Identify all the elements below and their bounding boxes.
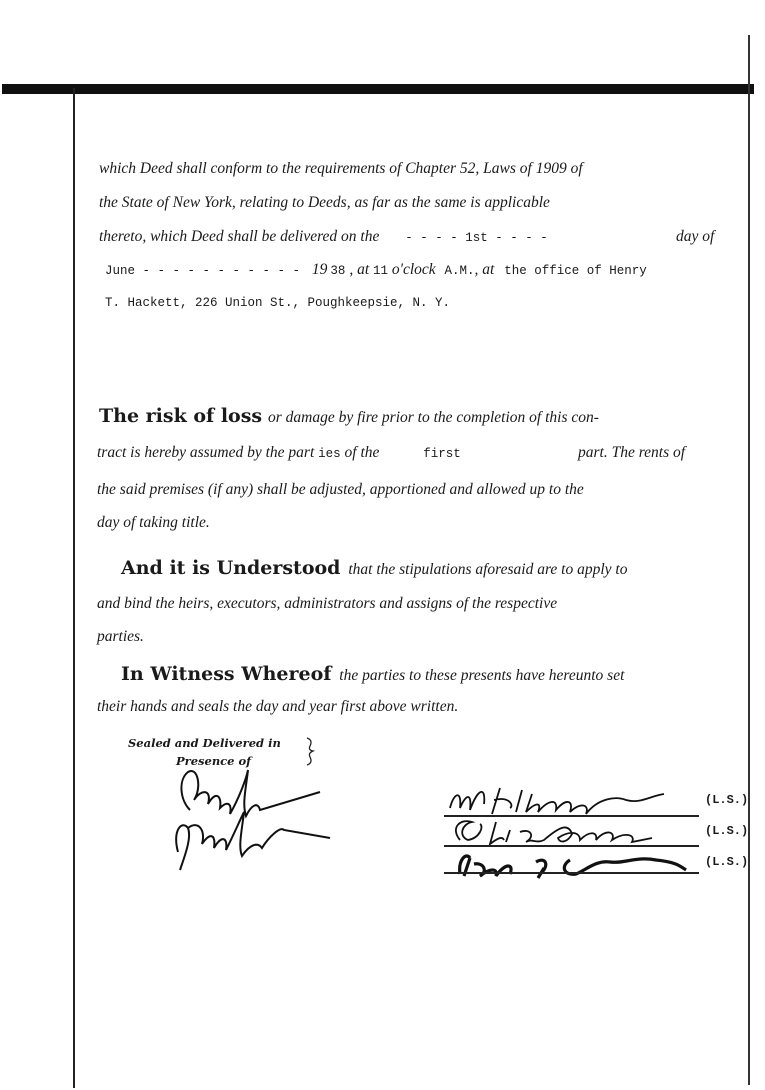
delivery-place: the office of Henry [504,264,647,278]
signature-line-2 [444,845,699,847]
deed-line-4 [105,261,647,279]
ls-label-2: (L.S.) [705,824,749,838]
delivery-year: 38 [330,264,346,278]
understood-line-3: parties. [97,628,144,645]
day-of-text: day of [676,228,715,245]
left-margin-rule [73,88,75,1088]
at-text-2: , at [474,261,495,278]
understood-line-1 [121,557,627,579]
risk-line-4: day of taking title. [97,514,210,531]
ls-label-1: (L.S.) [705,793,749,807]
witness-line-2: their hands and seals the day and year first above written. [97,698,459,715]
risk-line-2-b: of the [344,444,380,461]
am-text: A.M. [444,264,475,278]
risk-line-2 [97,444,686,462]
presence-of-text: Presence of [176,754,252,768]
oclock-text: o'clock [391,261,436,278]
party-suffix: ies [318,447,341,461]
year-prefix: 19 [311,261,328,278]
deed-line-5-address: T. Hackett, 226 Union St., Poughkeepsie, N. Y. [105,296,451,310]
witness-signature-image [150,760,340,885]
signature-line-1 [444,815,699,817]
understood-line-2: and bind the heirs, executors, administrators and assigns of the respective [97,595,558,612]
risk-line-2-c: part. The rents of [578,444,686,461]
deed-line-1: which Deed shall conform to the requirements of Chapter 52, Laws of 1909 of [99,160,583,177]
risk-line-2-a: tract is hereby assumed by the part [97,444,315,461]
deed-line-3 [99,228,715,246]
understood-line-1-text: that the stipulations aforesaid are to apply to [348,561,628,578]
ls-label-3: (L.S.) [705,855,749,869]
witness-heading: In Witness Whereof [121,663,332,685]
risk-heading: The risk of loss [99,405,263,427]
risk-line-1 [99,405,599,427]
deed-line-3-text: thereto, which Deed shall be delivered on the [99,228,380,245]
risk-line-3: the said premises (if any) shall be adjusted, apportioned and allowed up to the [97,481,584,498]
understood-heading: And it is Understood [121,557,341,579]
witness-line-1 [121,663,624,685]
risk-line-1-text: or damage by fire prior to the completion of this con- [267,409,599,426]
delivery-month: June - - - - - - - - - - - [105,264,301,278]
delivery-date-day: - - - - 1st - - - - [405,231,548,245]
at-text: , at [349,261,370,278]
signature-line-3 [444,872,699,874]
witness-line-1-text: the parties to these presents have hereunto set [339,667,625,684]
right-margin-rule [748,35,750,1085]
top-border-bar [2,84,754,94]
sealed-delivered-text: Sealed and Delivered in [128,736,281,750]
party-signatures-image [440,778,700,878]
delivery-hour: 11 [373,264,389,278]
party-first: first [423,447,461,461]
deed-line-2: the State of New York, relating to Deeds, as far as the same is applicable [99,194,550,211]
